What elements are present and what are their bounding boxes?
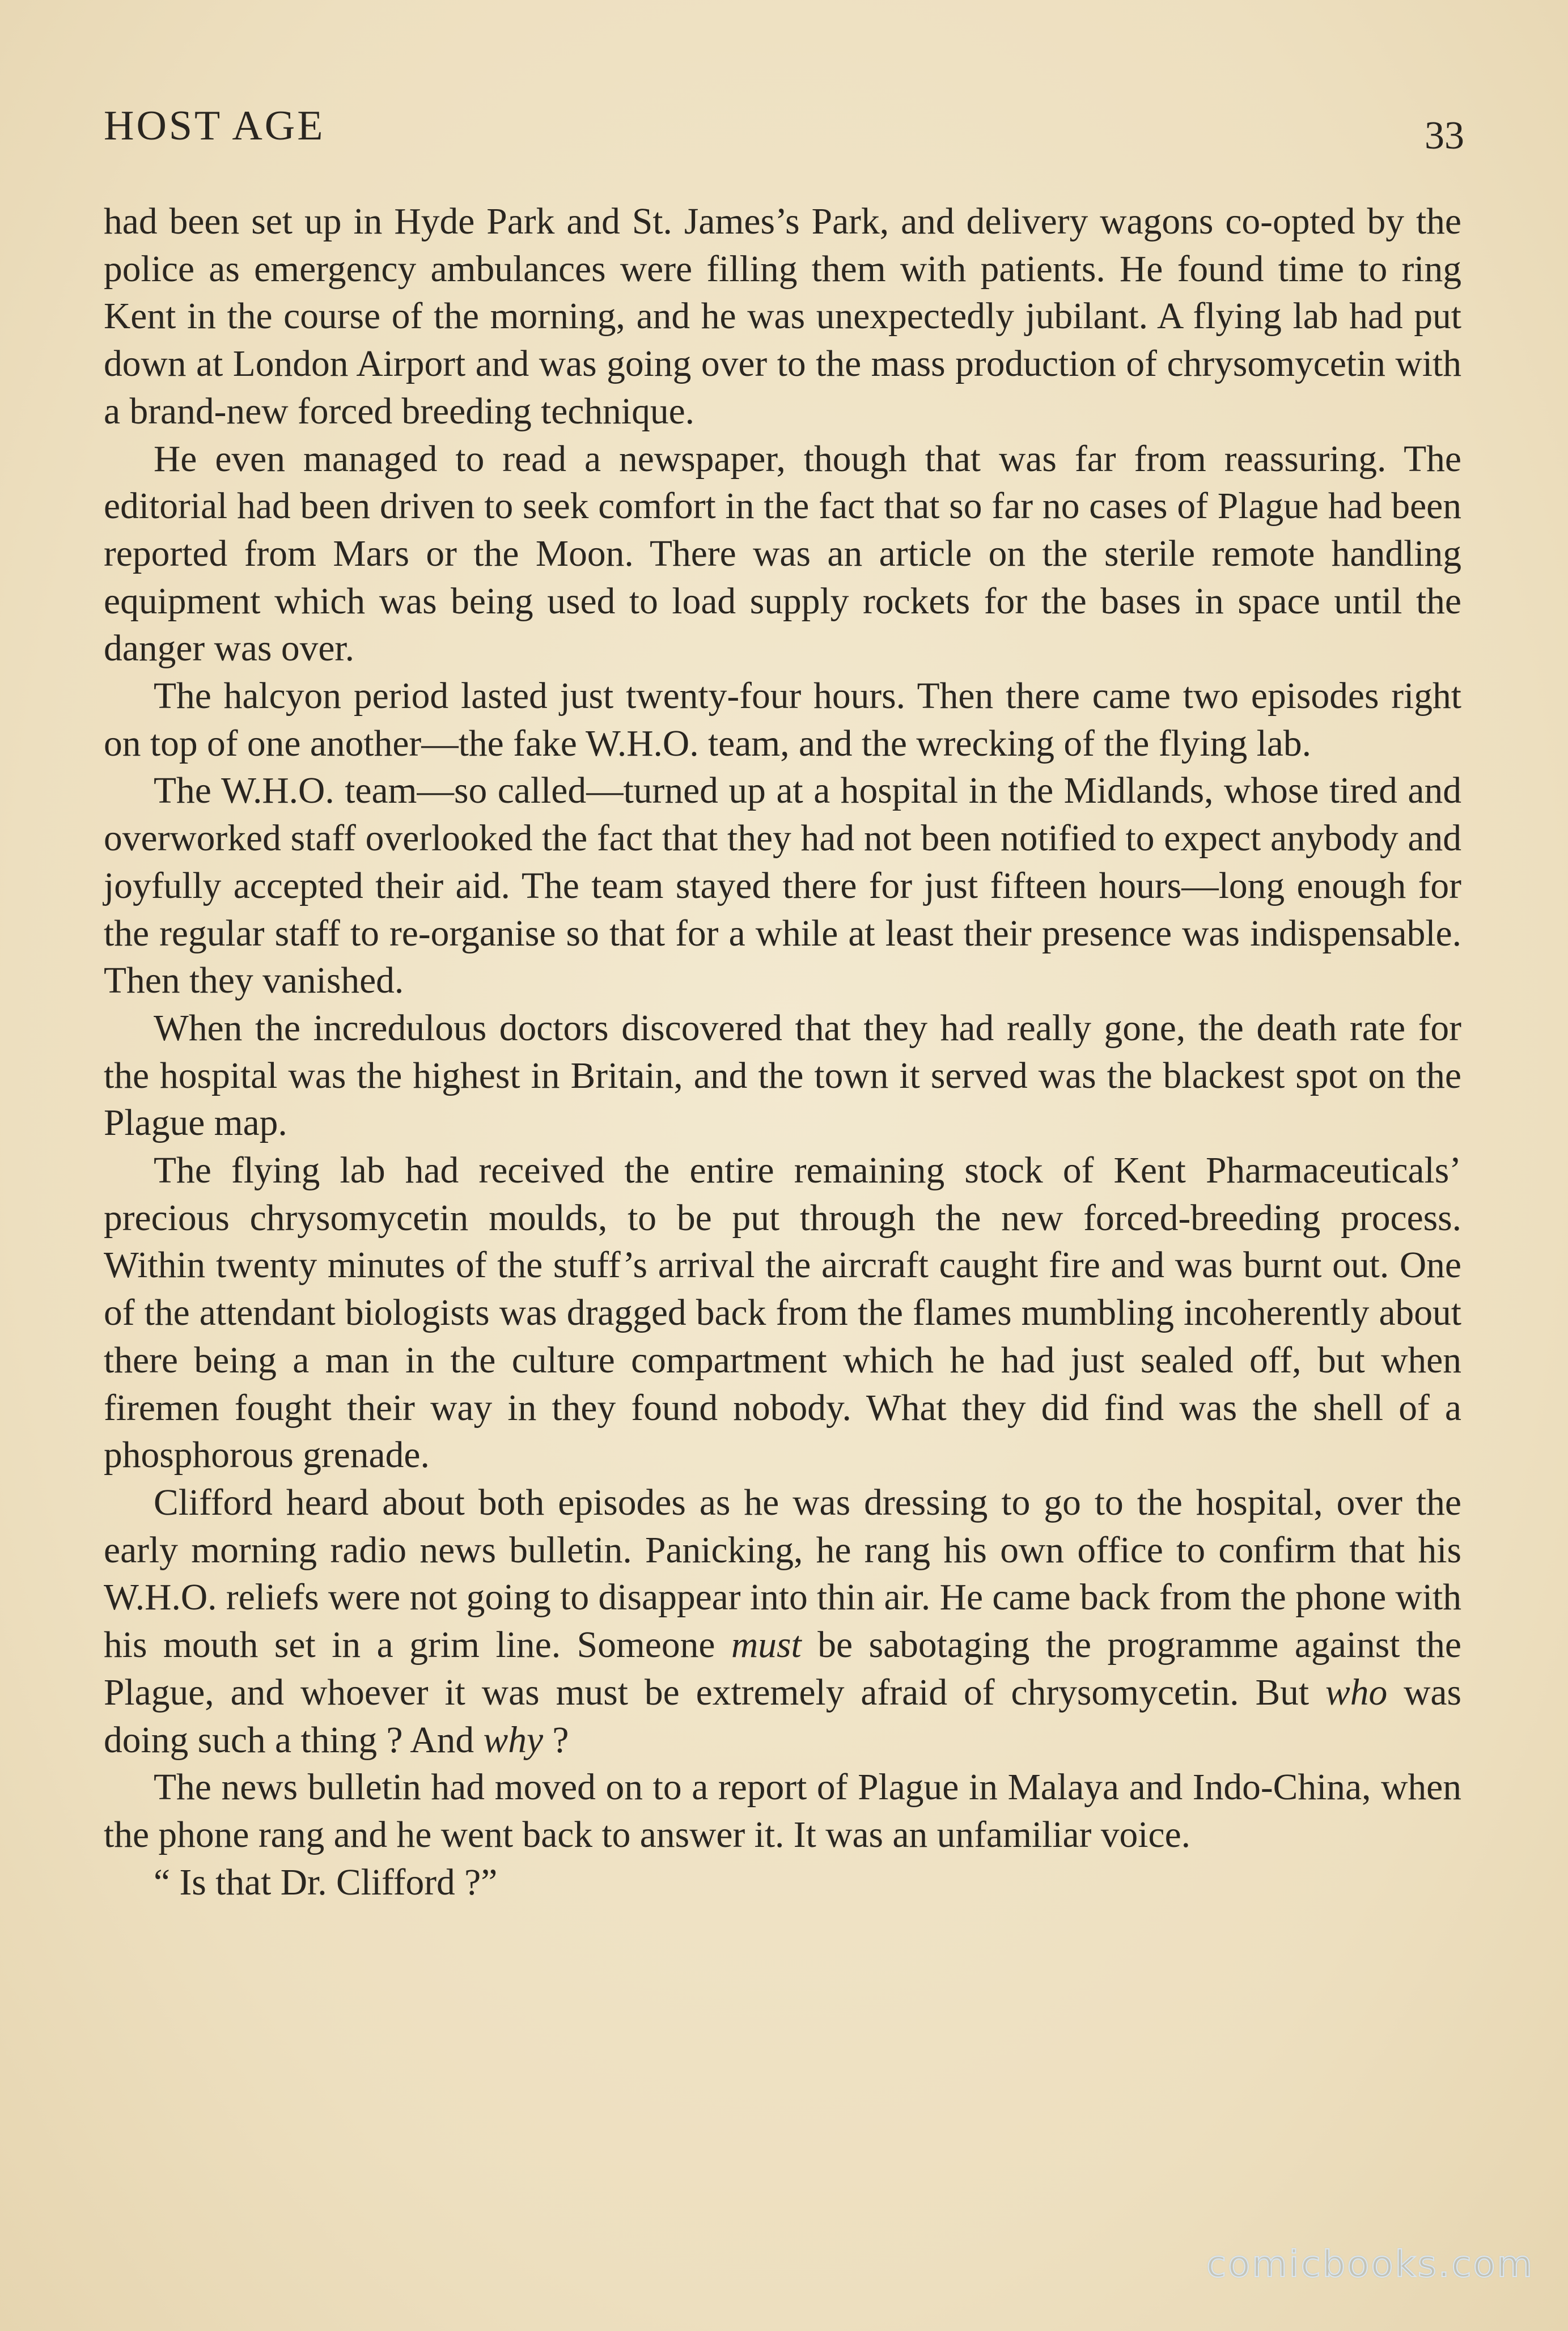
body-text <box>104 198 1461 1906</box>
paragraph-3: The halcyon period lasted just twenty-four hours. Then there came two episodes right on top of one another—the fake W.H.O. team, and the wrecking of the flying lab. <box>104 676 1461 764</box>
paragraph-1: had been set up in Hyde Park and St. James’s Park, and delivery wagons co-opted by the police as emergency ambulances were filling them with patients. He found time to ring Kent in the course of the morning, and he was unexpectedly jubilant. A flying lab had put down at London Airport and was going over to the mass production of chrysomycetin with a brand-new forced breeding technique. <box>104 201 1461 432</box>
running-head: HOST AGE <box>104 103 325 149</box>
paragraph-5: When the incredulous doctors discovered that they had really gone, the death rate for the hospital was the highest in Britain, and the town it served was the blackest spot on the Plague map. <box>104 1007 1461 1144</box>
paragraph-9: “ Is that Dr. Clifford ?” <box>154 1862 498 1903</box>
emphasis-who: who <box>1325 1672 1388 1713</box>
page-number: 33 <box>1425 114 1464 158</box>
paragraph-6: The flying lab had received the entire remaining stock of Kent Pharmaceuticals’ precious chrysomycetin moulds, to be put through the new forced-breeding process. Within twenty minutes of the stuff’s arrival the aircraft caught fire and was burnt out. One of the attendant biologists was dragged back from the flames mumbling incoherently about there being a man in the culture compartment which he had just sealed off, but when firemen fought their way in they found nobody. What they did find was the shell of a phosphorous grenade. <box>104 1150 1461 1476</box>
emphasis-must: must <box>731 1625 802 1666</box>
paragraph-7: Clifford heard about both episodes as he was dressing to go to the hospital, over the early morning radio news bulletin. Panicking, he rang his own office to confirm that his W.H.O. reliefs were not going to disappear into thin air. He came back from the phone with his mouth set in a grim line. Someone must be sabotaging the programme against the Plague, and whoever it was must be extremely afraid of chrysomycetin. But who was doing such a thing ? And why ? <box>104 1482 1461 1761</box>
paragraph-2: He even managed to read a newspaper, though that was far from reassuring. The editorial had been driven to seek comfort in the fact that so far no cases of Plague had been reported from Mars or the Moon. There was an article on the sterile remote handling equipment which was being used to load supply rockets for the bases in space until the danger was over. <box>104 438 1461 669</box>
emphasis-why: why <box>483 1719 544 1761</box>
page-header <box>104 96 1464 164</box>
paragraph-8: The news bulletin had moved on to a report of Plague in Malaya and Indo-China, when the phone rang and he went back to answer it. It was an unfamiliar voice. <box>104 1767 1461 1855</box>
watermark: comicbooks.com <box>1206 2244 1534 2286</box>
paragraph-4: The W.H.O. team—so called—turned up at a hospital in the Midlands, whose tired and overworked staff overlooked the fact that they had not been notified to expect anybody and joyfully accepted their aid. The team stayed there for just fifteen hours—long enough for the regular staff to re-organise so that for a while at least their presence was indispensable. Then they vanished. <box>104 770 1461 1002</box>
